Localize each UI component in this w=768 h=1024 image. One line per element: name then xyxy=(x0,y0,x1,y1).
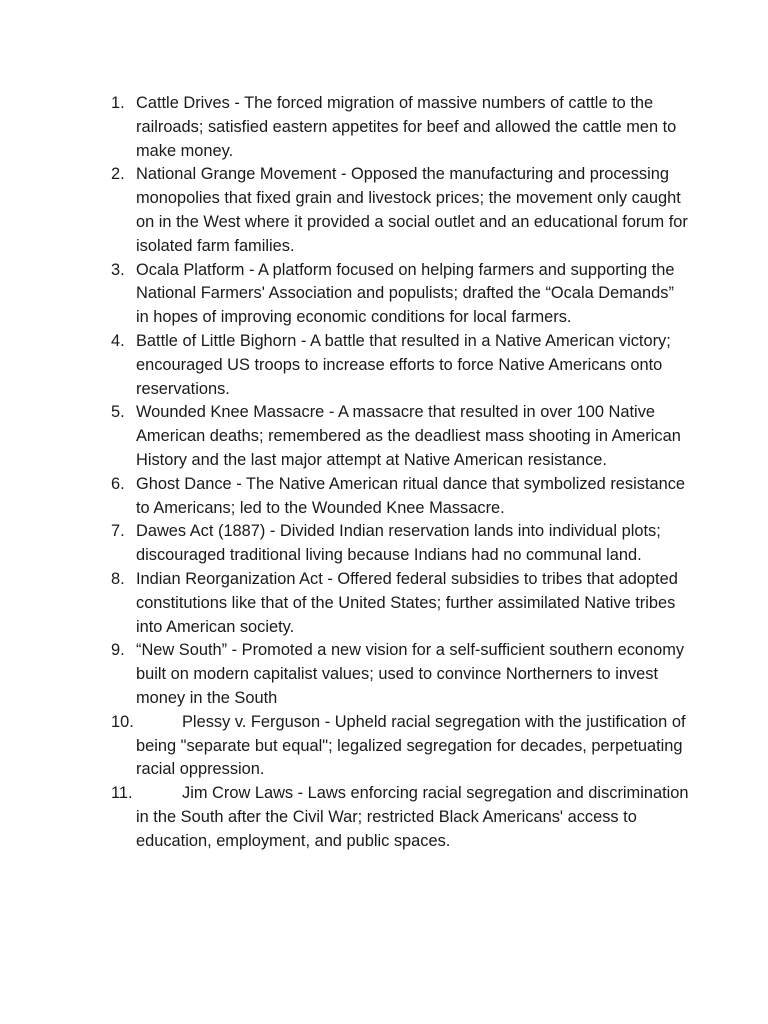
list-item-number: 7. xyxy=(111,522,125,541)
list-item-text: National Grange Movement - Opposed the manufacturing and processing monopolies that fixed grain and livestock prices; the movement only caught on in the West where it provided a social outlet and an educational forum for isolated farm families. xyxy=(136,165,688,255)
list-item-text: Cattle Drives - The forced migration of massive numbers of cattle to the railroads; satisfied eastern appetites for beef and allowed the cattle men to make money. xyxy=(136,94,677,160)
list-item-number: 10. xyxy=(111,712,134,731)
list-item xyxy=(111,330,691,401)
list-item-text: Indian Reorganization Act - Offered federal subsidies to tribes that adopted constitutions like that of the United States; further assimilated Native tribes into American society. xyxy=(136,569,678,636)
list-item-text: Dawes Act (1887) - Divided Indian reservation lands into individual plots; discouraged traditional living because Indians had no communal land. xyxy=(136,522,661,565)
list-item xyxy=(111,163,691,258)
list-item-text: “New South” - Promoted a new vision for a self-sufficient southern economy built on modern capitalist values; used to convince Northerners to invest money in the South xyxy=(136,641,685,707)
list-item xyxy=(111,639,691,710)
list-item xyxy=(111,473,691,521)
list-item-text: Plessy v. Ferguson - Upheld racial segregation with the justification of being "separate but equal"; legalized segregation for decades, perpetuating racial oppression. xyxy=(136,712,686,779)
list-item-text: Ocala Platform - A platform focused on helping farmers and supporting the National Farmers' Association and populists; drafted the “Ocala Demands” in hopes of improving economic conditions for local farmers. xyxy=(136,260,675,327)
list-item xyxy=(111,401,691,472)
list-item-text: Jim Crow Laws - Laws enforcing racial segregation and discrimination in the South after the Civil War; restricted Black Americans' access to education, employment, and public spaces. xyxy=(136,784,689,850)
list-item-number: 1. xyxy=(111,94,125,112)
list-item-number: 2. xyxy=(111,165,125,184)
list-item-number: 3. xyxy=(111,260,125,279)
list-item xyxy=(111,520,691,568)
list-item-number: 9. xyxy=(111,641,125,660)
list-item-number: 5. xyxy=(111,403,125,422)
list-item-number: 8. xyxy=(111,569,125,588)
list-item-number: 4. xyxy=(111,331,125,350)
list-item xyxy=(111,259,691,330)
list-item-text: Wounded Knee Massacre - A massacre that resulted in over 100 Native American deaths; remembered as the deadliest mass shooting in American History and the last major attempt at Native American resistance. xyxy=(136,403,681,469)
list-item xyxy=(111,92,691,163)
list-item xyxy=(111,568,691,639)
list-item xyxy=(111,782,691,853)
numbered-list xyxy=(111,92,691,854)
list-item xyxy=(111,711,691,782)
list-item-text: Battle of Little Bighorn - A battle that resulted in a Native American victory; encouraged US troops to increase efforts to force Native Americans onto reservations. xyxy=(136,331,671,398)
list-item-number: 6. xyxy=(111,474,125,493)
list-item-text: Ghost Dance - The Native American ritual dance that symbolized resistance to Americans; led to the Wounded Knee Massacre. xyxy=(136,474,686,517)
list-item-number: 11. xyxy=(111,784,133,803)
